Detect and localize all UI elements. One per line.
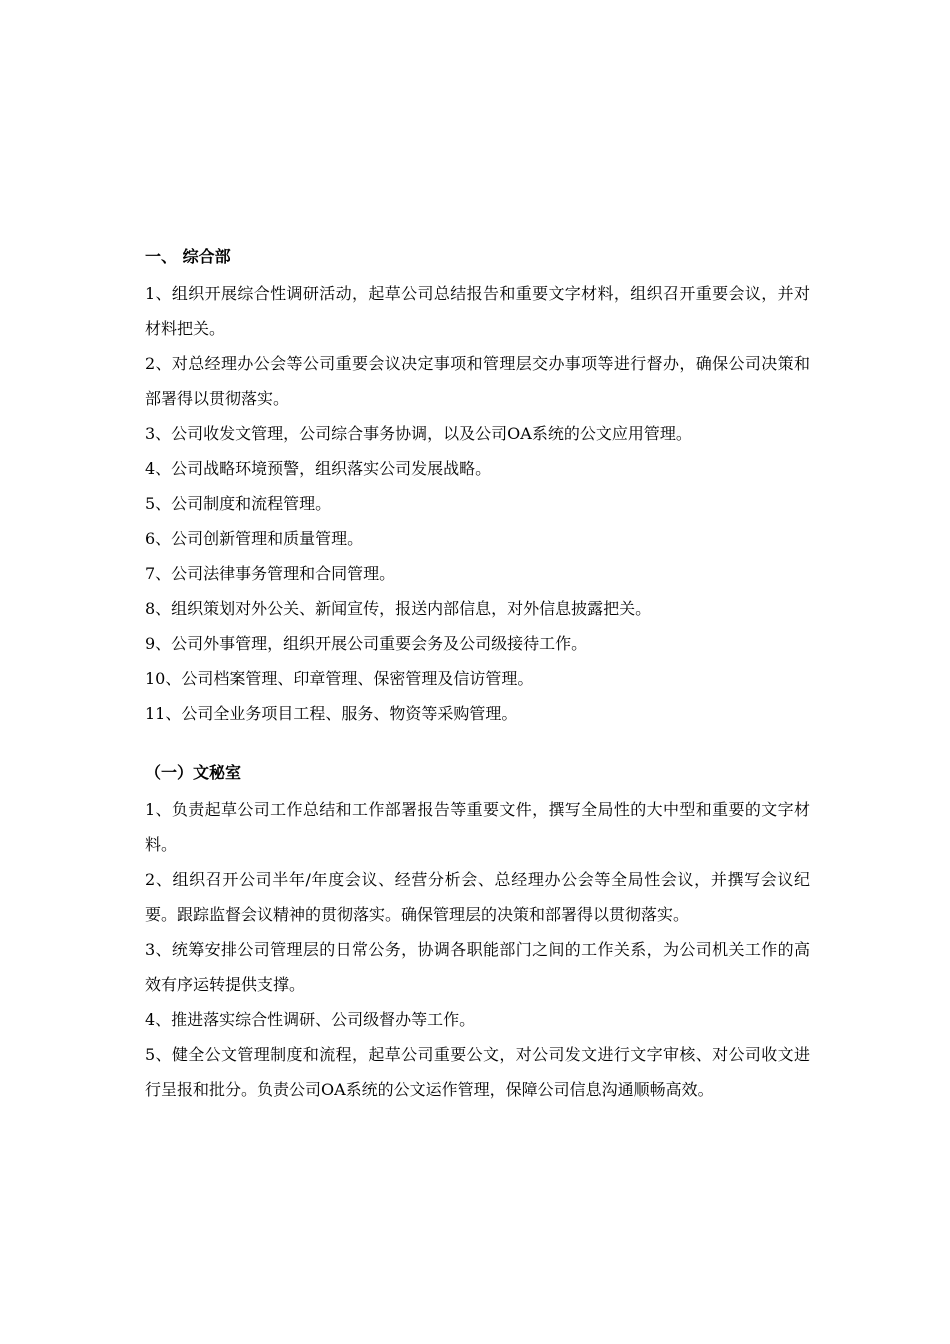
list-item: 2、对总经理办公会等公司重要会议决定事项和管理层交办事项等进行督办，确保公司决策和部署得以贯彻落实。 [145,354,810,408]
section-spacer [145,731,810,759]
list-item: 9、公司外事管理，组织开展公司重要会务及公司级接待工作。 [145,634,588,653]
list-item: 5、公司制度和流程管理。 [145,494,332,513]
list-item: 1、组织开展综合性调研活动，起草公司总结报告和重要文字材料，组织召开重要会议，并对材料把关。 [145,284,810,338]
list-item: 3、公司收发文管理，公司综合事务协调，以及公司OA系统的公文应用管理。 [145,424,692,443]
list-item: 7、公司法律事务管理和合同管理。 [145,564,396,583]
list-item: 2、组织召开公司半年/年度会议、经营分析会、总经理办公会等全局性会议，并撰写会议纪要。跟踪监督会议精神的贯彻落实。确保管理层的决策和部署得以贯彻落实。 [145,870,810,924]
list-item: 1、负责起草公司工作总结和工作部署报告等重要文件，撰写全局性的大中型和重要的文字材料。 [145,800,810,854]
list-item: 10、公司档案管理、印章管理、保密管理及信访管理。 [145,669,534,688]
list-item: 3、统筹安排公司管理层的日常公务，协调各职能部门之间的工作关系，为公司机关工作的高效有序运转提供支撑。 [145,940,810,994]
section-heading: （一）文秘室 [145,763,242,782]
list-item: 4、推进落实综合性调研、公司级督办等工作。 [145,1010,476,1029]
section-general-department [145,243,810,731]
list-item: 6、公司创新管理和质量管理。 [145,529,364,548]
list-item: 11、公司全业务项目工程、服务、物资等采购管理。 [145,704,518,723]
list-item: 5、健全公文管理制度和流程，起草公司重要公文，对公司发文进行文字审核、对公司收文进行呈报和批分。负责公司OA系统的公文运作管理，保障公司信息沟通顺畅高效。 [145,1045,810,1099]
document-body [145,243,810,1107]
section-heading: 一、 综合部 [145,247,231,266]
list-item: 8、组织策划对外公关、新闻宣传，报送内部信息，对外信息披露把关。 [145,599,652,618]
section-secretarial-office [145,759,810,1107]
list-item: 4、公司战略环境预警，组织落实公司发展战略。 [145,459,492,478]
